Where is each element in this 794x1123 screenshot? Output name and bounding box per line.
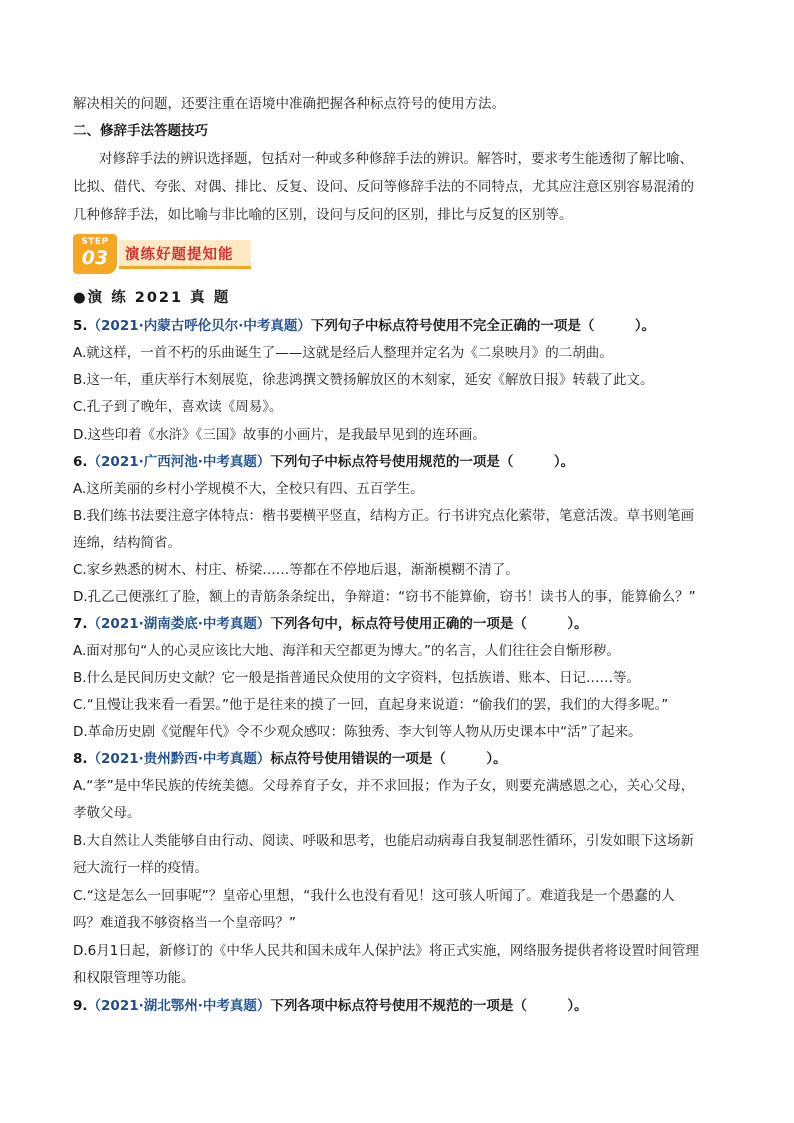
section-heading-rhetoric: 二、修辞手法答题技巧 — [73, 123, 208, 139]
question-stem: 下列各项中标点符号使用不规范的一项是（ ）。 — [270, 998, 588, 1014]
question-7-header — [73, 614, 588, 634]
question-source: （2021·湖南娄底·中考真题） — [87, 616, 271, 632]
option-line: A.这所美丽的乡村小学规模不大，全校只有四、五百学生。 — [73, 481, 424, 497]
option-line: C.家乡熟悉的树木、村庄、桥梁……等都在不停地后退，渐渐模糊不清了。 — [73, 562, 519, 578]
option-line: 连绵，结构简省。 — [73, 535, 181, 551]
question-source: （2021·湖北鄂州·中考真题） — [87, 998, 271, 1014]
question-number: 7. — [73, 616, 88, 632]
option-line: A.“孝”是中华民族的传统美德。父母养育子女，并不求回报；作为子女，则要充满感恩之心，关心父母， — [73, 778, 695, 794]
option-line: C.“且慢让我来看一看罢。”他于是往来的摸了一回，直起身来说道：“偷我们的罢，我们的大得多呢。” — [73, 697, 669, 713]
step-banner — [73, 234, 251, 274]
question-9-header — [73, 996, 588, 1016]
question-stem: 下列各句中，标点符号使用正确的一项是（ ）。 — [270, 616, 588, 632]
paragraph-line: 对修辞手法的辨识选择题，包括对一种或多种修辞手法的辨识。解答时，要求考生能透彻了解比喻、 — [99, 151, 693, 167]
option-line: A.面对那句“人的心灵应该比大地、海洋和天空都更为博大。”的名言，人们往往会自惭形秽。 — [73, 643, 621, 659]
step-title-box — [119, 240, 251, 269]
option-line: B.大自然让人类能够自由行动、阅读、呼吸和思考，也能启动病毒自我复制恶性循环，引发如眼下这场新 — [73, 833, 695, 849]
intro-line: 解决相关的问题，还要注重在语境中准确把握各种标点符号的使用方法。 — [73, 96, 505, 112]
option-line: B.这一年，重庆举行木刻展览，徐悲鸿撰文赞扬解放区的木刻家，延安《解放日报》转载了此文。 — [73, 372, 654, 388]
option-line: B.我们练书法要注意字体特点：楷书要横平竖直，结构方正。行书讲究点化萦带，笔意活泼。草书则笔画 — [73, 508, 695, 524]
option-line: D.革命历史剧《觉醒年代》令不少观众感叹：陈独秀、李大钊等人物从历史课本中“活”了起来。 — [73, 724, 642, 740]
option-line: D.孔乙己便涨红了脸，额上的青筋条条绽出，争辩道：“窃书不能算偷，窃书！读书人的事，能算偷么？” — [73, 589, 696, 605]
step-title: 演练好题提知能 — [125, 247, 234, 263]
option-line: A.就这样，一首不朽的乐曲诞生了——这就是经后人整理并定名为《二泉映月》的二胡曲。 — [73, 345, 613, 361]
question-5-header — [73, 316, 655, 336]
paragraph-line: 比拟、借代、夸张、对偶、排比、反复、设问、反问等修辞手法的不同特点，尤其应注意区别容易混淆的 — [73, 179, 694, 195]
question-source: （2021·贵州黔西·中考真题） — [87, 751, 271, 767]
question-6-header — [73, 452, 574, 472]
question-number: 5. — [73, 318, 88, 334]
step-word: STEP — [81, 237, 109, 247]
option-line: 和权限管理等功能。 — [73, 970, 195, 986]
option-line: 吗？难道我不够资格当一个皇帝吗？” — [73, 915, 296, 931]
question-number: 6. — [73, 454, 88, 470]
question-stem: 标点符号使用错误的一项是（ ）。 — [270, 751, 507, 767]
paragraph-line: 几种修辞手法，如比喻与非比喻的区别，设问与反问的区别，排比与反复的区别等。 — [73, 207, 573, 223]
option-line: C.孔子到了晚年，喜欢读《周易》。 — [73, 399, 283, 415]
option-line: B.什么是民间历史文献？它一般是指普通民众使用的文字资料，包括族谱、账本、日记……等。 — [73, 670, 641, 686]
question-source: （2021·广西河池·中考真题） — [87, 454, 271, 470]
option-line: D.6月1日起，新修订的《中华人民共和国未成年人保护法》将正式实施，网络服务提供者将设置时间管理 — [73, 943, 699, 959]
question-stem: 下列句子中标点符号使用不完全正确的一项是（ ）。 — [310, 318, 656, 334]
question-stem: 下列句子中标点符号使用规范的一项是（ ）。 — [270, 454, 575, 470]
question-number: 9. — [73, 998, 88, 1014]
question-number: 8. — [73, 751, 88, 767]
step-badge — [73, 234, 117, 274]
option-line: 孝敬父母。 — [73, 805, 141, 821]
question-8-header — [73, 749, 507, 769]
question-source: （2021·内蒙古呼伦贝尔·中考真题） — [87, 318, 311, 334]
option-line: D.这些印着《水浒》《三国》故事的小画片，是我最早见到的连环画。 — [73, 427, 486, 443]
step-number: 03 — [81, 247, 109, 269]
option-line: 冠大流行一样的疫情。 — [73, 860, 208, 876]
section-title: ●演 练 2021 真 题 — [73, 290, 231, 306]
option-line: C.“这是怎么一回事呢”？皇帝心里想，“我什么也没有看见！这可骇人听闻了。难道我是一个愚蠢的人 — [73, 888, 675, 904]
